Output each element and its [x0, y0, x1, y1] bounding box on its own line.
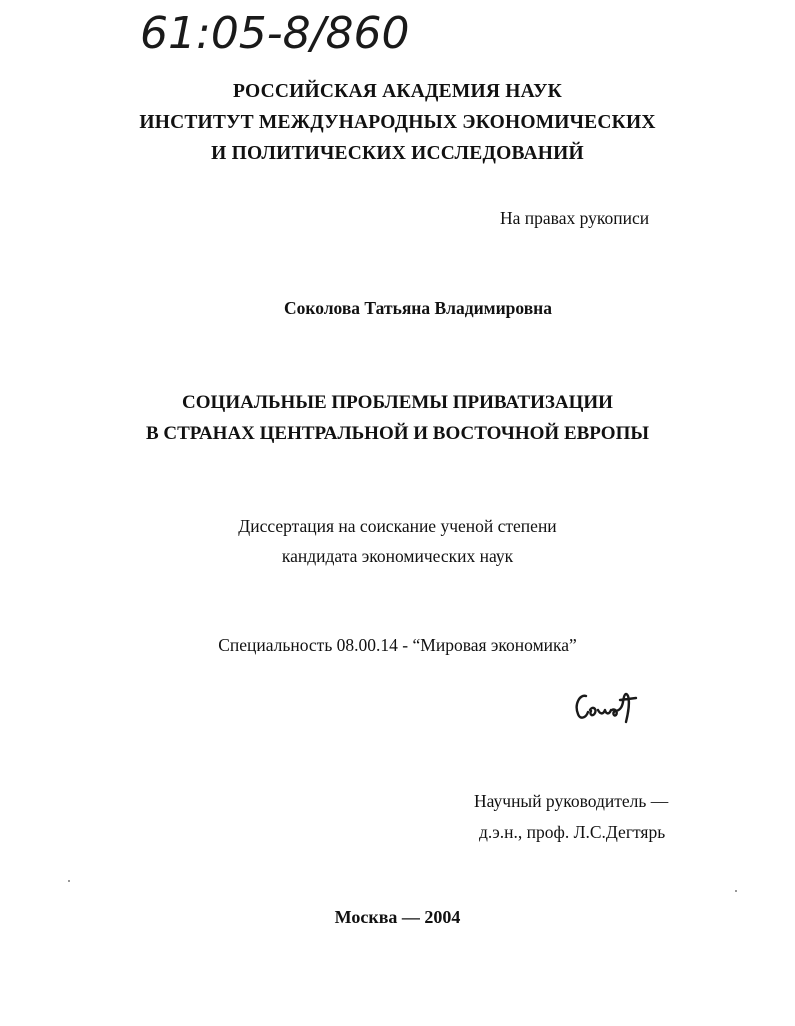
city-year: Москва — 2004	[334, 907, 461, 927]
scientific-supervisor	[474, 786, 774, 848]
degree-statement	[0, 511, 795, 571]
degree-line-2: кандидата экономических наук	[281, 546, 514, 566]
organization-line-1: РОССИЙСКАЯ АКАДЕМИЯ НАУК	[232, 81, 562, 102]
supervisor-line-2: д.э.н., проф. Л.С.Дегтярь	[479, 822, 666, 842]
dissertation-title	[0, 387, 795, 449]
degree-line-1: Диссертация на соискание ученой степени	[238, 516, 557, 536]
organization-line-3: И ПОЛИТИЧЕСКИХ ИССЛЕДОВАНИЙ	[211, 143, 584, 164]
organization-line-2: ИНСТИТУТ МЕЖДУНАРОДНЫХ ЭКОНОМИЧЕСКИХ	[139, 112, 656, 133]
supervisor-line-1: Научный руководитель —	[474, 791, 669, 811]
scan-speck	[68, 880, 70, 882]
speciality: Специальность 08.00.14 - “Мировая экономика”	[218, 635, 577, 655]
title-line-2: В СТРАНАХ ЦЕНТРАЛЬНОЙ И ВОСТОЧНОЙ ЕВРОПЫ	[145, 423, 650, 444]
rights-note: На правах рукописи	[500, 208, 650, 228]
scan-speck	[735, 890, 737, 892]
catalog-number-text: 61:05-8/860	[140, 8, 410, 59]
author-name: Соколова Татьяна Владимировна	[283, 298, 553, 318]
handwritten-signature	[570, 682, 650, 726]
handwritten-catalog-number	[138, 2, 498, 64]
title-line-1: СОЦИАЛЬНЫЕ ПРОБЛЕМЫ ПРИВАТИЗАЦИИ	[182, 392, 613, 413]
